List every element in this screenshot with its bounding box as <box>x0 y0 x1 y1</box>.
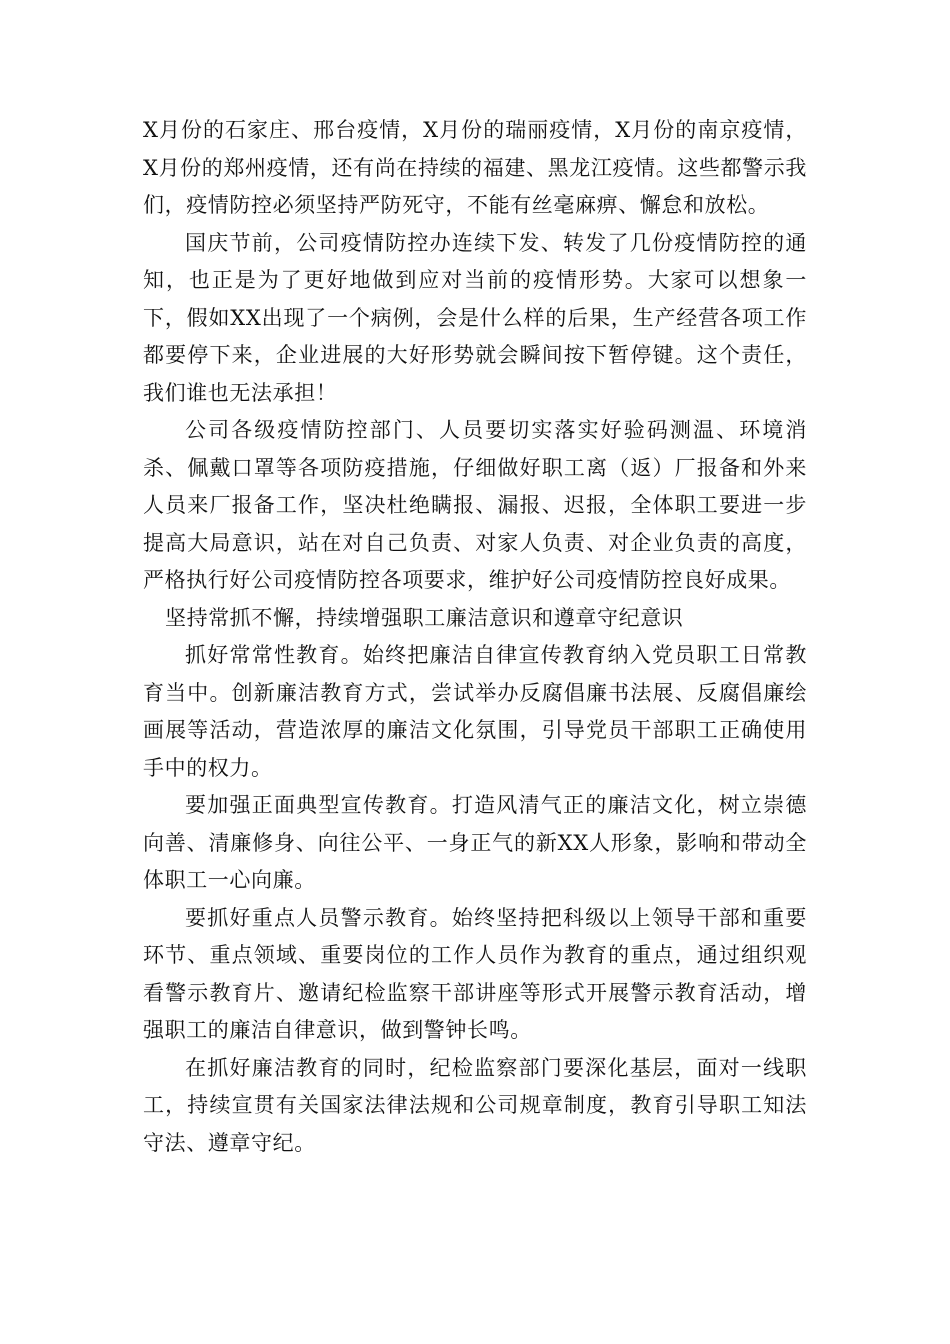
paragraph-law-education: 在抓好廉洁教育的同时，纪检监察部门要深化基层，面对一线职工，持续宣贯有关国家法律法规和公司规章制度，教育引导职工知法守法、遵章守纪。 <box>143 1055 807 1155</box>
paragraph-prevention-measures: 公司各级疫情防控部门、人员要切实落实好验码测温、环境消杀、佩戴口罩等各项防疫措施，仔细做好职工离（返）厂报备和外来人员来厂报备工作，坚决杜绝瞒报、漏报、迟报，全体职工要进一步提高大局意识，站在对自己负责、对家人负责、对企业负责的高度，严格执行好公司疫情防控各项要求，维护好公司疫情防控良好成果。 <box>143 418 807 592</box>
section-heading: 坚持常抓不懈，持续增强职工廉洁意识和遵章守纪意识 <box>165 605 684 630</box>
paragraph-epidemic-cases: X月份的石家庄、邢台疫情，X月份的瑞丽疫情，X月份的南京疫情，X月份的郑州疫情，还有尚在持续的福建、黑龙江疫情。这些都警示我们，疫情防控必须坚持严防死守，不能有丝毫麻痹、懈怠和放松。 <box>143 118 807 217</box>
paragraph-regular-education: 抓好常常性教育。始终把廉洁自律宣传教育纳入党员职工日常教育当中。创新廉洁教育方式，尝试举办反腐倡廉书法展、反腐倡廉绘画展等活动，营造浓厚的廉洁文化氛围，引导党员干部职工正确使用手中的权力。 <box>143 643 807 780</box>
paragraph-positive-examples: 要加强正面典型宣传教育。打造风清气正的廉洁文化，树立崇德向善、清廉修身、向往公平、一身正气的新XX人形象，影响和带动全体职工一心向廉。 <box>143 793 807 892</box>
document-body <box>143 112 807 1162</box>
paragraph-warning-education: 要抓好重点人员警示教育。始终坚持把科级以上领导干部和重要环节、重点领域、重要岗位的工作人员作为教育的重点，通过组织观看警示教育片、邀请纪检监察干部讲座等形式开展警示教育活动，增强职工的廉洁自律意识，做到警钟长鸣。 <box>143 905 807 1042</box>
paragraph-national-day-notice: 国庆节前，公司疫情防控办连续下发、转发了几份疫情防控的通知，也正是为了更好地做到应对当前的疫情形势。大家可以想象一下，假如XX出现了一个病例，会是什么样的后果，生产经营各项工作都要停下来，企业进展的大好形势就会瞬间按下暂停键。这个责任，我们谁也无法承担！ <box>143 230 807 405</box>
